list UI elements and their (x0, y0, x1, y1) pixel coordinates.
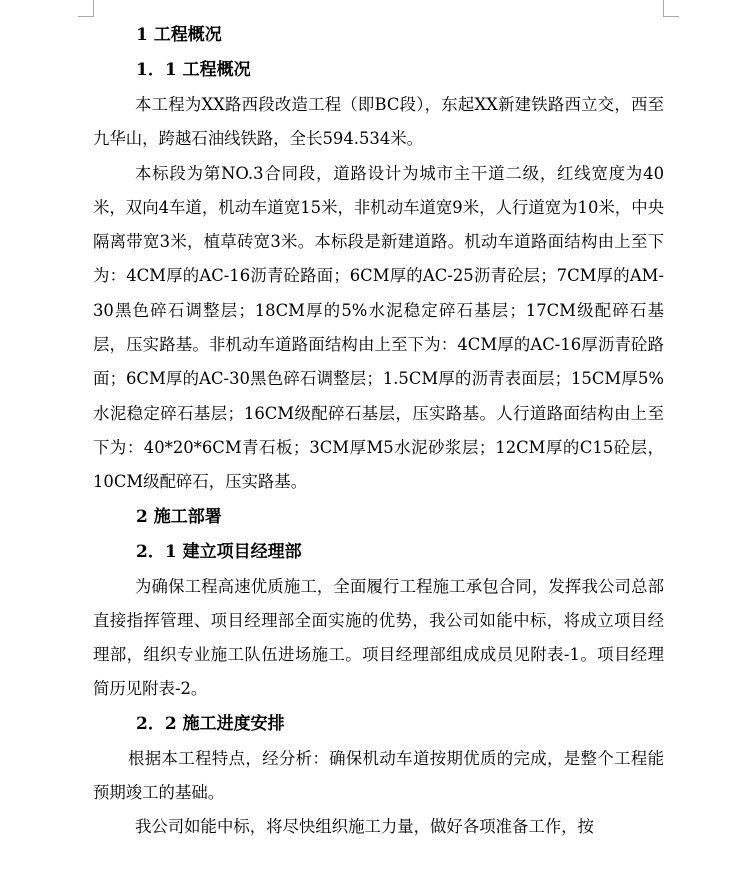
crop-mark-top-right (663, 16, 679, 17)
paragraph: 为确保工程高速优质施工，全面履行工程施工承包合同，发挥我公司总部直接指挥管理、项目经理部全面实施的优势，我公司如能中标，将成立项目经理部，组织专业施工队伍进场施工。项目经理部组成成员见附表-1。项目经理简历见附表-2。 (93, 576, 664, 699)
subsection-heading: 2．2 施工进度安排 (136, 713, 285, 734)
paragraph: 我公司如能中标，将尽快组织施工力量，做好各项准备工作，按 (135, 817, 594, 837)
paragraph: 本工程为XX路西段改造工程（即BC段），东起XX新建铁路西立交，西至九华山，跨越石油线铁路，全长594.534米。 (93, 95, 664, 149)
paragraph: 根据本工程特点，经分析：确保机动车道按期优质的完成，是整个工程能预期竣工的基础。 (93, 748, 664, 803)
subsection-heading: 2．1 建立项目经理部 (136, 541, 302, 562)
crop-mark-top-left (93, 0, 94, 16)
document-body (93, 18, 664, 845)
section-heading: 2 施工部署 (136, 506, 222, 527)
crop-mark-top-right (663, 0, 664, 16)
subsection-heading: 1．1 工程概况 (136, 60, 251, 80)
crop-mark-top-left (78, 16, 94, 17)
paragraph: 本标段为第NO.3合同段，道路设计为城市主干道二级，红线宽度为40米，双向4车道，机动车道宽15米，非机动车道宽9米，人行道宽为10米，中央隔离带宽3米，植草砖宽3米。本标段是新建道路。机动车道路面结构由上至下为：4CM厚的AC-16沥青砼路面；6CM厚的AC-25沥青砼层；7CM厚的AM-30黑色碎石调整层；18CM厚的5%水泥稳定碎石基层；17CM级配碎石基层，压实路基。非机动车道路面结构由上至下为：4CM厚的AC-16厚沥青砼路面；6CM厚的AC-30黑色碎石调整层；1.5CM厚的沥青表面层；15CM厚5%水泥稳定碎石基层；16CM级配碎石基层，压实路基。人行道路面结构由上至下为：40*20*6CM青石板；3CM厚M5水泥砂浆层；12CM厚的C15砼层，10CM级配碎石，压实路基。 (93, 163, 664, 492)
section-heading: 1 工程概况 (136, 25, 222, 45)
